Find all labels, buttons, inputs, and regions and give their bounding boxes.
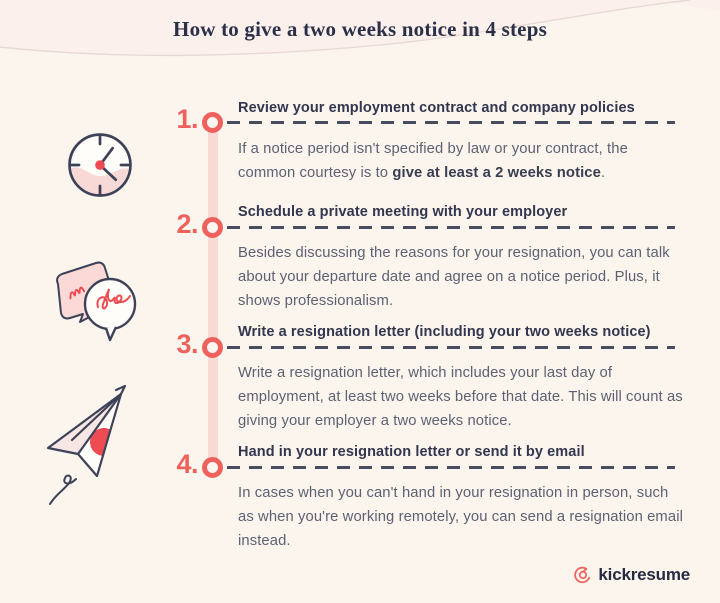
step-2-dashed-divider bbox=[227, 226, 675, 229]
step-1-body-text: If a notice period isn't specified by law or your contract, the common courtesy is to bbox=[238, 141, 628, 181]
step-4-number: 4. bbox=[176, 449, 198, 479]
brand-logo bbox=[574, 564, 690, 586]
clock-icon bbox=[58, 122, 142, 206]
step-3-dashed-divider bbox=[227, 346, 675, 349]
step-1-dashed-divider bbox=[227, 121, 675, 124]
step-1-body-end: . bbox=[600, 165, 606, 181]
step-1-body-bold: give at least a 2 weeks notice bbox=[392, 165, 601, 181]
step-4-body bbox=[238, 481, 683, 553]
step-2-number: 2. bbox=[176, 209, 198, 239]
speech-bubbles-icon bbox=[36, 250, 154, 352]
paper-plane-icon bbox=[28, 378, 148, 508]
timeline-ribbon bbox=[208, 123, 218, 469]
step-3-body bbox=[238, 361, 683, 433]
step-2-body-text: Besides discussing the reasons for your resignation, you can talk about your departure date and agree on a notice period. Plus, it shows professionalism. bbox=[238, 245, 670, 309]
step-2-marker-circle bbox=[202, 217, 223, 238]
step-3-marker-circle bbox=[202, 337, 223, 358]
step-3-number: 3. bbox=[176, 329, 198, 359]
kickresume-swirl-icon bbox=[574, 566, 592, 584]
step-4-heading: Hand in your resignation letter or send it by email bbox=[238, 444, 585, 460]
brand-name: kickresume bbox=[598, 565, 690, 584]
step-1-number: 1. bbox=[176, 104, 198, 134]
step-4-body-text: In cases when you can't hand in your resignation in person, such as when you're working remotely, you can send a resignation email instead. bbox=[238, 485, 683, 549]
step-4-dashed-divider bbox=[227, 466, 675, 469]
step-2-body bbox=[238, 241, 683, 313]
step-3-heading: Write a resignation letter (including your two weeks notice) bbox=[238, 324, 651, 340]
step-1-body bbox=[238, 137, 683, 185]
step-4-marker-circle bbox=[202, 457, 223, 478]
step-1-marker-circle bbox=[202, 112, 223, 133]
step-3-body-text: Write a resignation letter, which includes your last day of employment, at least two weeks before that date. This will count as giving your employer a two weeks notice. bbox=[238, 365, 683, 429]
step-2-heading: Schedule a private meeting with your employer bbox=[238, 204, 568, 220]
page-title: How to give a two weeks notice in 4 steps bbox=[173, 17, 547, 41]
step-1-heading: Review your employment contract and company policies bbox=[238, 100, 635, 116]
